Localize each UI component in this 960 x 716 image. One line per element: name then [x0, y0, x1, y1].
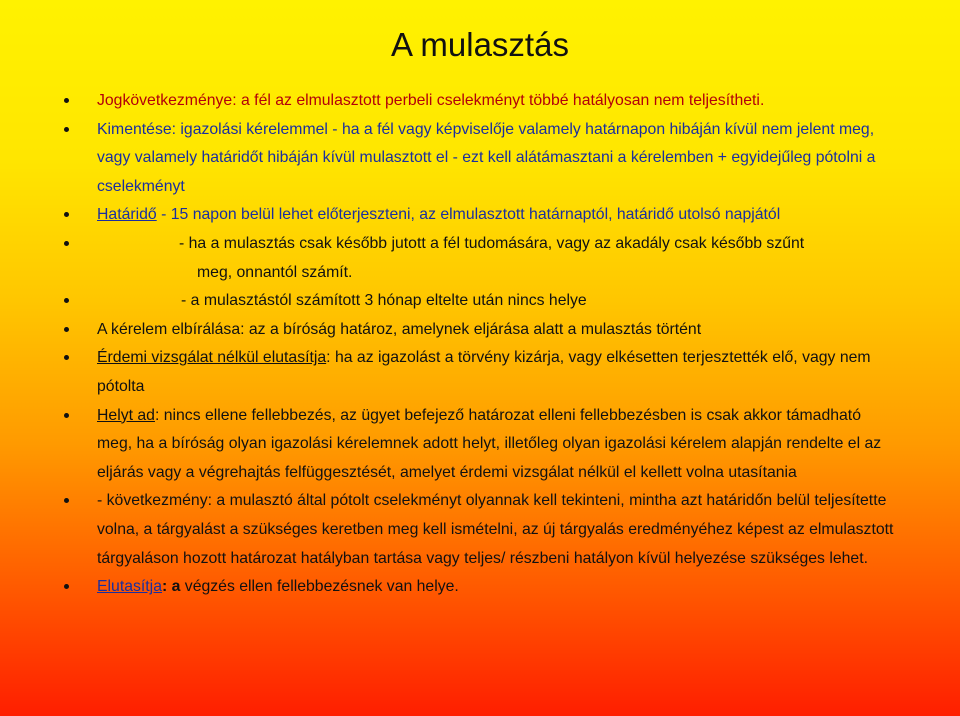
- item-text: - a mulasztástól számított 3 hónap eltelte után nincs helye: [181, 292, 587, 310]
- list-item: [0, 201, 960, 230]
- bullet-icon: [64, 241, 69, 246]
- list-item: [0, 316, 960, 345]
- bullet-icon: [64, 298, 69, 303]
- item-text: Kimentése: igazolási kérelemmel - ha a fél vagy képviselője valamely határnapon hibáján kívül nem jelent meg, vagy valamely határidőt hibáján kívül mulasztott el - ezt kell alátámasztani a kérelemben + egyidejűleg pótolni a cselekményt: [97, 120, 876, 195]
- item-label: Határidő: [97, 206, 157, 224]
- list-item: [0, 87, 960, 116]
- item-text: Jogkövetkezménye: a fél az elmulasztott perbeli cselekményt többé hatályosan nem teljesítheti.: [97, 92, 765, 109]
- bullet-icon: [64, 584, 69, 589]
- list-item: [0, 230, 960, 287]
- list-item: [0, 402, 960, 488]
- item-bold-text: : a: [161, 578, 181, 596]
- bullet-icon: [64, 355, 69, 360]
- list-item: [0, 573, 960, 602]
- item-text: A kérelem elbírálása: az a bíróság határoz, amelynek eljárása alatt a mulasztás történt: [97, 320, 702, 338]
- bullet-icon: [64, 327, 69, 332]
- list-item: [0, 344, 960, 401]
- bullet-icon: [64, 127, 69, 132]
- list-item: [0, 287, 960, 316]
- bullet-icon: [64, 413, 69, 418]
- bullet-icon: [64, 498, 69, 503]
- item-label: Helyt ad: [97, 406, 155, 424]
- list-item: [0, 487, 960, 573]
- slide-title: A mulasztás: [391, 26, 569, 63]
- item-text: - következmény: a mulasztó által pótolt cselekményt olyannak kell tekinteni, mintha azt határidőn belül teljesítette volna, a tárgyalást a szükséges keretben meg kell ismételni, az új tárgyalás eredményéhez képest az elmulasztott tárgyaláson hozott határozat hatályban tartása vagy teljes/ részbeni hatályon kívül helyezése szükséges lehet.: [97, 492, 894, 567]
- item-label: Elutasítja: [97, 578, 162, 596]
- list-item: [0, 116, 960, 202]
- bullet-icon: [64, 212, 69, 217]
- item-text: : ha az igazolást a törvény kizárja, vagy elkésetten terjesztették elő, vagy nem pótolta: [97, 349, 871, 395]
- bullet-list: [0, 87, 960, 602]
- item-text: : nincs ellene fellebbezés, az ügyet befejező határozat elleni fellebbezésben is csak akkor támadható meg, ha a bíróság olyan igazolási kérelemnek adott helyt, illetőleg olyan igazolási kérelem alapján rendelte el az eljárás vagy a végrehajtás felfüggesztését, amelyet érdemi vizsgálat nélkül el kellett volna utasítania: [97, 406, 882, 481]
- bullet-icon: [64, 98, 69, 103]
- item-text-line: meg, onnantól számít.: [197, 263, 353, 281]
- item-text-line: - ha a mulasztás csak később jutott a fél tudomására, vagy az akadály csak később szűnt: [179, 234, 805, 252]
- item-text: végzés ellen fellebbezésnek van helye.: [180, 578, 459, 596]
- item-label: Érdemi vizsgálat nélkül elutasítja: [97, 349, 327, 367]
- item-text: - 15 napon belül lehet előterjeszteni, az elmulasztott határnaptól, határidő utolsó napjától: [156, 206, 781, 224]
